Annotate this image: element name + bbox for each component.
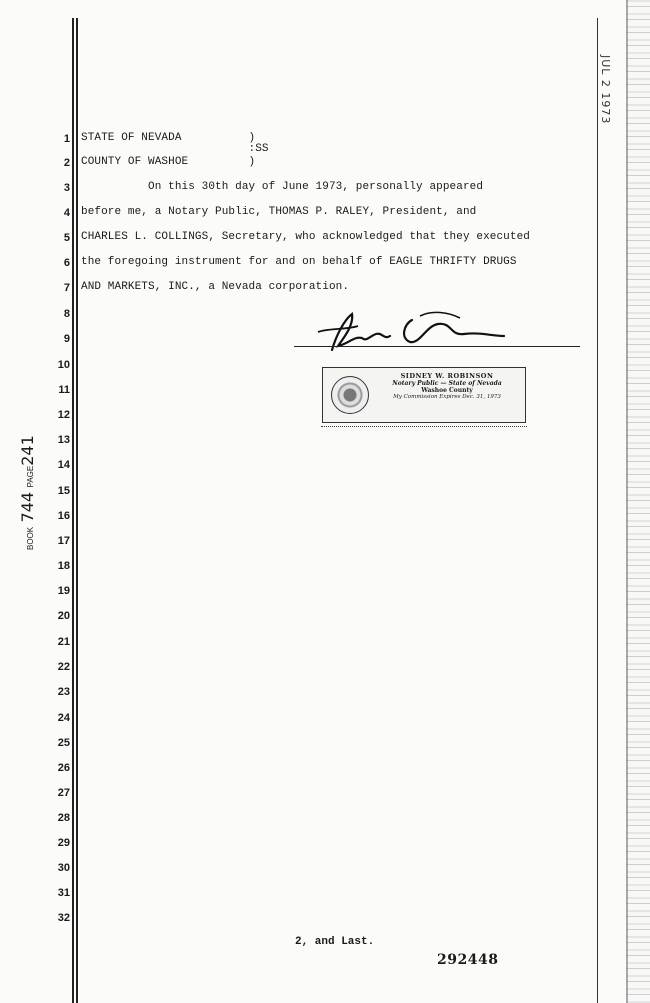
venue-state: STATE OF NEVADA ) [81, 132, 256, 144]
date-received-stamp: JUL 2 1973 [599, 55, 612, 125]
scan-edge-line [626, 0, 628, 1003]
notary-commission: My Commission Expires Dec. 31, 1973 [393, 394, 501, 400]
line-number: 12 [57, 409, 70, 421]
notary-seal-text [371, 372, 523, 400]
line-number: 7 [63, 282, 70, 294]
line-number: 23 [57, 686, 70, 698]
notary-seal-emblem-icon [331, 376, 369, 414]
line-number: 20 [57, 610, 70, 622]
margin-rule-left-2 [76, 18, 78, 1003]
line-number: 6 [63, 257, 70, 269]
line-number: 31 [57, 887, 70, 899]
line-number: 26 [57, 762, 70, 774]
margin-rule-left-1 [72, 18, 74, 1003]
line-number: 1 [63, 133, 70, 145]
notary-seal [322, 367, 526, 423]
book-word: BOOK [26, 526, 35, 550]
venue-ss: :SS [81, 143, 269, 155]
line-number: 27 [57, 787, 70, 799]
page-number: 241 [18, 435, 37, 466]
acknowledgment-line: before me, a Notary Public, THOMAS P. RALEY, President, and [81, 206, 477, 218]
margin-rule-right [597, 18, 598, 1003]
signature-line [294, 346, 580, 347]
notary-name: SIDNEY W. ROBINSON [400, 372, 494, 380]
line-number: 17 [57, 535, 70, 547]
line-number: 10 [57, 359, 70, 371]
line-number: 8 [63, 308, 70, 320]
acknowledgment-line: AND MARKETS, INC., a Nevada corporation. [81, 281, 350, 293]
line-number: 21 [57, 636, 70, 648]
line-number: 32 [57, 912, 70, 924]
notary-title: Notary Public — State of Nevada [392, 380, 502, 387]
line-number: 18 [57, 560, 70, 572]
line-number: 28 [57, 812, 70, 824]
line-number: 16 [57, 510, 70, 522]
scan-edge-noise [626, 0, 650, 1003]
acknowledgment-line: the foregoing instrument for and on behalf of EAGLE THRIFTY DRUGS [81, 256, 517, 268]
line-number: 30 [57, 862, 70, 874]
line-number: 5 [63, 232, 70, 244]
book-number: 744 [18, 491, 37, 523]
acknowledgment-line: On this 30th day of June 1973, personally appeared [81, 181, 484, 193]
line-number: 14 [57, 459, 70, 471]
line-number: 25 [57, 737, 70, 749]
line-number: 2 [63, 157, 70, 169]
line-number: 13 [57, 434, 70, 446]
line-number: 24 [57, 712, 70, 724]
line-number: 29 [57, 837, 70, 849]
line-number: 11 [58, 384, 70, 396]
line-number: 3 [63, 182, 70, 194]
acknowledgment-line: CHARLES L. COLLINGS, Secretary, who acknowledged that they executed [81, 231, 530, 243]
line-number: 9 [63, 333, 70, 345]
page-label: 2, and Last. [295, 936, 375, 948]
line-number: 15 [57, 485, 70, 497]
notary-county: Washoe County [421, 387, 473, 394]
document-number: 292448 [437, 952, 499, 968]
page-word: PAGE [26, 465, 35, 488]
line-number: 4 [63, 207, 70, 219]
book-page-stamp [18, 430, 40, 550]
line-number: 19 [57, 585, 70, 597]
notary-signature [292, 306, 592, 362]
venue-county: COUNTY OF WASHOE ) [81, 156, 256, 168]
seal-dotted-border [321, 424, 527, 427]
line-number: 22 [57, 661, 70, 673]
